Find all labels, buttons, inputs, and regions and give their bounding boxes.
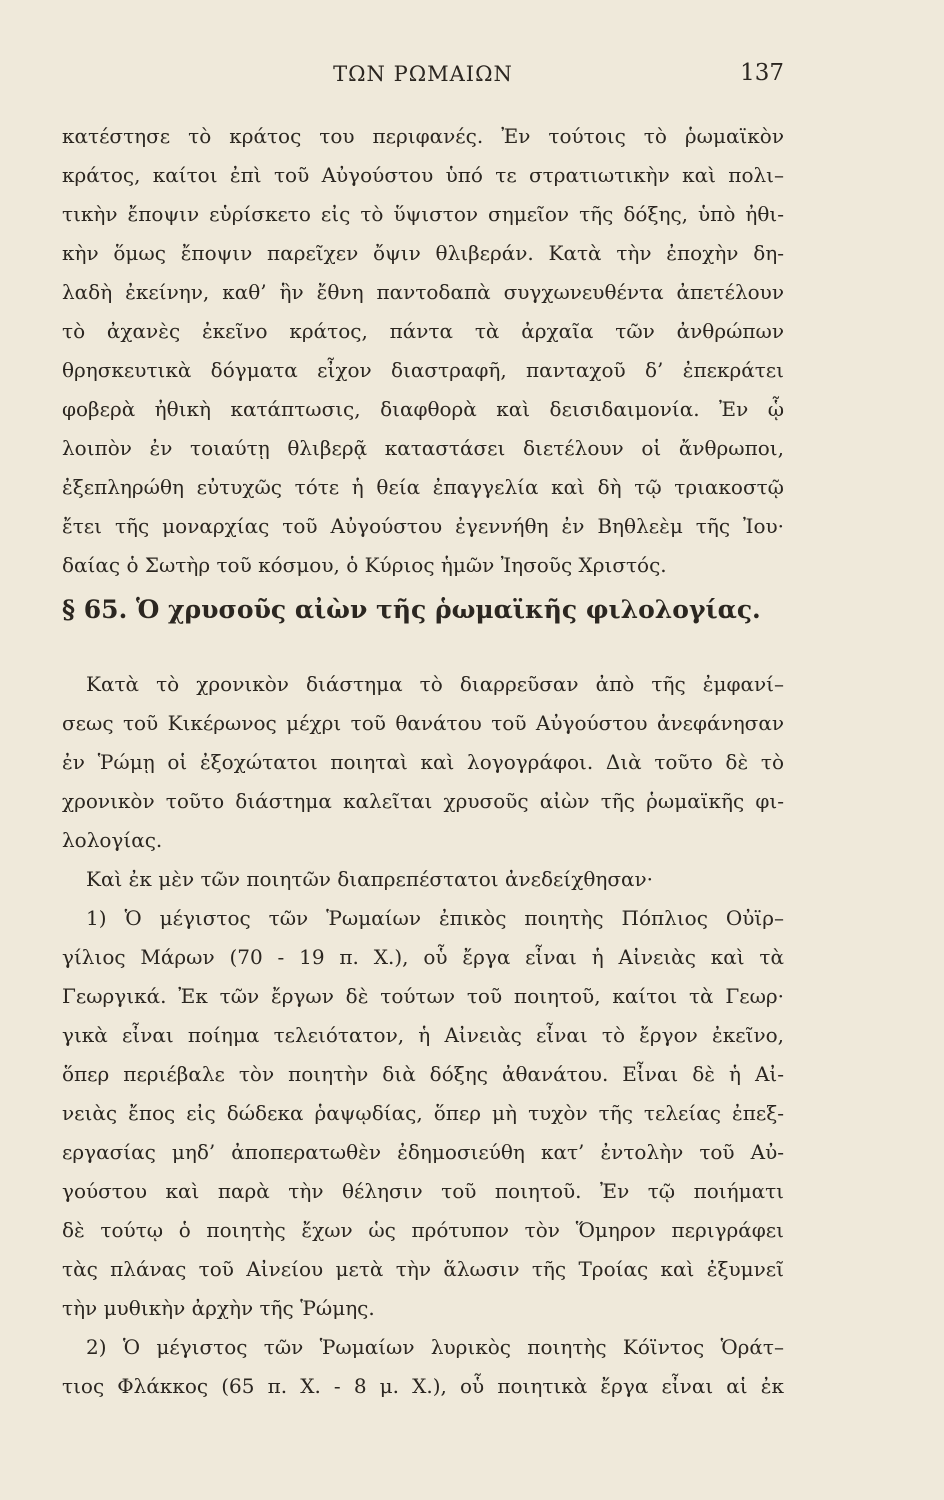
- text-line: τὸ ἀχανὲς ἐκεῖνο κράτος, πάντα τὰ ἀρχαῖα τῶν ἀνθρώπων: [62, 319, 784, 343]
- text-line: δαίας ὁ Σωτὴρ τοῦ κόσμου, ὁ Κύριος ἡμῶν Ἰησοῦς Χριστός.: [62, 553, 667, 577]
- text-line: θρησκευτικὰ δόγματα εἶχον διαστραφῆ, πανταχοῦ δ’ ἐπεκράτει: [62, 358, 784, 382]
- text-line: ἐξεπληρώθη εὐτυχῶς τότε ἡ θεία ἐπαγγελία καὶ δὴ τῷ τριακοστῷ: [62, 475, 784, 499]
- text-line: εργασίας μηδ’ ἀποπερατωθὲν ἐδημοσιεύθη κατ’ ἐντολὴν τοῦ Αὐ-: [62, 1140, 784, 1164]
- text-line: τὰς πλάνας τοῦ Αἰνείου μετὰ τὴν ἅλωσιν τῆς Τροίας καὶ ἐξυμνεῖ: [62, 1257, 784, 1281]
- text-line: λοιπὸν ἐν τοιαύτῃ θλιβερᾷ καταστάσει διετέλουν οἱ ἄνθρωποι,: [62, 436, 784, 460]
- text-line: λαδὴ ἐκείνην, καθ’ ἣν ἔθνη παντοδαπὰ συγχωνευθέντα ἀπετέλουν: [62, 280, 784, 304]
- text-line: φοβερὰ ἠθικὴ κατάπτωσις, διαφθορὰ καὶ δεισιδαιμονία. Ἐν ᾧ: [62, 397, 784, 421]
- text-line: 1) Ὁ μέγιστος τῶν Ῥωμαίων ἐπικὸς ποιητὴς Πόπλιος Οὐϊρ–: [86, 906, 784, 930]
- text-line: Γεωργικά. Ἐκ τῶν ἔργων δὲ τούτων τοῦ ποιητοῦ, καίτοι τὰ Γεωρ·: [62, 984, 784, 1008]
- section-heading: § 65. Ὁ χρυσοῦς αἰὼν τῆς ῥωμαϊκῆς φιλολογίας.: [62, 595, 761, 624]
- text-line: σεως τοῦ Κικέρωνος μέχρι τοῦ θανάτου τοῦ Αὐγούστου ἀνεφάνησαν: [62, 711, 784, 735]
- text-line: ὅπερ περιέβαλε τὸν ποιητὴν διὰ δόξης ἀθανάτου. Εἶναι δὲ ἡ Αἰ-: [62, 1062, 784, 1086]
- text-line: γίλιος Μάρων (70 - 19 π. Χ.), οὗ ἔργα εἶναι ἡ Αἰνειὰς καὶ τὰ: [62, 945, 784, 969]
- text-line: ἐν Ῥώμῃ οἱ ἐξοχώτατοι ποιηταὶ καὶ λογογράφοι. Διὰ τοῦτο δὲ τὸ: [62, 750, 784, 774]
- text-line: γούστου καὶ παρὰ τὴν θέλησιν τοῦ ποιητοῦ. Ἐν τῷ ποιήματι: [62, 1179, 784, 1203]
- text-line: τιος Φλάκκος (65 π. Χ. - 8 μ. Χ.), οὗ ποιητικὰ ἔργα εἶναι αἱ ἐκ: [62, 1374, 784, 1398]
- page-number: 137: [740, 60, 784, 86]
- text-line: νειὰς ἔπος εἰς δώδεκα ῥαψῳδίας, ὅπερ μὴ τυχὸν τῆς τελείας ἐπεξ-: [62, 1101, 784, 1125]
- text-line: λολογίας.: [62, 828, 163, 852]
- text-line: ἔτει τῆς μοναρχίας τοῦ Αὐγούστου ἐγεννήθη ἐν Βηθλεὲμ τῆς Ἰου·: [62, 514, 784, 538]
- page-header: [62, 56, 784, 96]
- text-line: τικὴν ἔποψιν εὑρίσκετο εἰς τὸ ὕψιστον σημεῖον τῆς δόξης, ὑπὸ ἠθι-: [62, 202, 784, 226]
- text-line: 2) Ὁ μέγιστος τῶν Ῥωμαίων λυρικὸς ποιητὴς Κόϊντος Ὁράτ–: [86, 1335, 784, 1359]
- text-line: τὴν μυθικὴν ἀρχὴν τῆς Ῥώμης.: [62, 1296, 375, 1320]
- running-title: ΤΩΝ ΡΩΜΑΙΩΝ: [333, 62, 513, 86]
- text-line: δὲ τούτῳ ὁ ποιητὴς ἔχων ὡς πρότυπον τὸν Ὅμηρον περιγράφει: [62, 1218, 784, 1242]
- text-line: γικὰ εἶναι ποίημα τελειότατον, ἡ Αἰνειὰς εἶναι τὸ ἔργον ἐκεῖνο,: [62, 1023, 784, 1047]
- text-line: Καὶ ἐκ μὲν τῶν ποιητῶν διαπρεπέστατοι ἀνεδείχθησαν·: [86, 867, 654, 891]
- text-line: κὴν ὅμως ἔποψιν παρεῖχεν ὄψιν θλιβεράν. Κατὰ τὴν ἐποχὴν δη-: [62, 241, 784, 265]
- text-line: κράτος, καίτοι ἐπὶ τοῦ Αὐγούστου ὑπό τε στρατιωτικὴν καὶ πολι–: [62, 163, 784, 187]
- text-line: χρονικὸν τοῦτο διάστημα καλεῖται χρυσοῦς αἰὼν τῆς ῥωμαϊκῆς φι-: [62, 789, 784, 813]
- text-line: Κατὰ τὸ χρονικὸν διάστημα τὸ διαρρεῦσαν ἀπὸ τῆς ἐμφανί–: [86, 672, 784, 696]
- text-line: κατέστησε τὸ κράτος του περιφανές. Ἐν τούτοις τὸ ῥωμαϊκὸν: [62, 124, 784, 148]
